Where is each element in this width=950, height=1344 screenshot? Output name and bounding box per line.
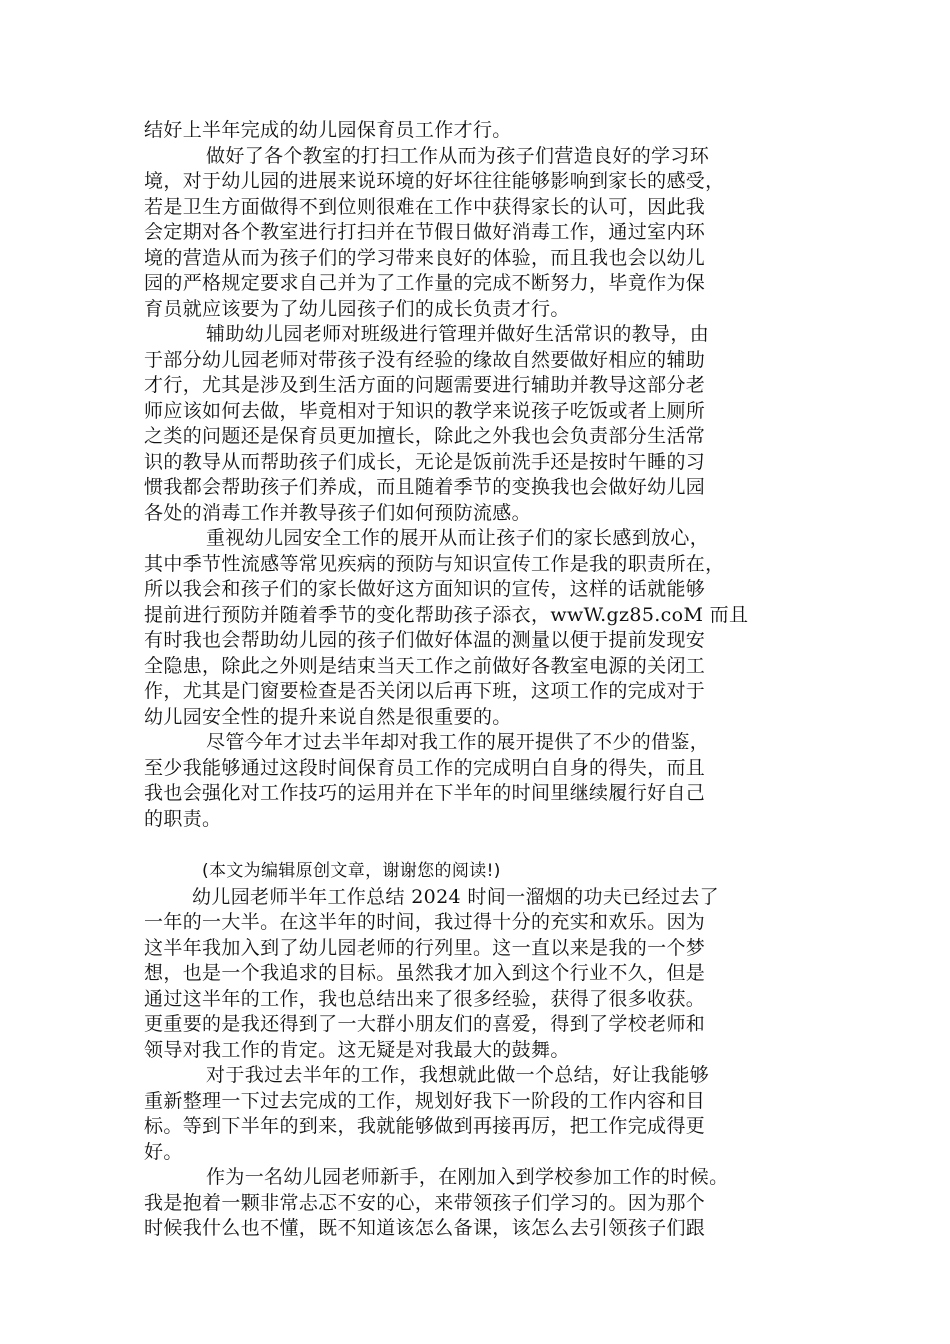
paragraph-start-line: 做好了各个教室的打扫工作从而为孩子们营造良好的学习环 xyxy=(206,144,710,167)
text-line: 各处的消毒工作并教导孩子们如何预防流感。 xyxy=(144,501,532,524)
paragraph-start-line: 作为一名幼儿园老师新手，在刚加入到学校参加工作的时候。 xyxy=(206,1166,729,1188)
text-line: 这半年我加入到了幼儿园老师的行列里。这一直以来是我的一个梦 xyxy=(144,936,706,959)
paragraph-gap xyxy=(144,832,834,859)
text-line: 好。 xyxy=(144,1140,183,1163)
text-line: 结好上半年完成的幼儿园保育员工作才行。 xyxy=(144,119,512,141)
text-line: 幼儿园安全性的提升来说自然是很重要的。 xyxy=(144,705,512,728)
text-line: 我是抱着一颗非常忐忑不安的心，来带领孩子们学习的。因为那个 xyxy=(144,1191,706,1214)
text-line: 想，也是一个我追求的目标。虽然我才加入到这个行业不久，但是 xyxy=(144,962,706,984)
document-page xyxy=(144,118,834,1242)
text-line: 其中季节性流感等常见疾病的预防与知识宣传工作是我的职责所在， xyxy=(144,552,725,575)
paragraph-start-line: 对于我过去半年的工作，我想就此做一个总结，好让我能够 xyxy=(206,1064,710,1086)
text-line: 会定期对各个教室进行打扫并在节假日做好消毒工作，通过室内环 xyxy=(144,221,706,243)
text-line: 时候我什么也不懂，既不知道该怎么备课，该怎么去引领孩子们跟 xyxy=(144,1217,706,1239)
text-line: 之类的问题还是保育员更加擅长，除此之外我也会负责部分生活常 xyxy=(144,425,706,447)
text-line: 所以我会和孩子们的家长做好这方面知识的宣传，这样的话就能够 xyxy=(144,578,706,600)
text-line: 识的教导从而帮助孩子们成长，无论是饭前洗手还是按时午睡的习 xyxy=(144,450,706,473)
text-line: 通过这半年的工作，我也总结出来了很多经验，获得了很多收获。 xyxy=(144,987,706,1010)
text-line: 若是卫生方面做得不到位则很难在工作中获得家长的认可，因此我 xyxy=(144,195,706,218)
text-line: 育员就应该要为了幼儿园孩子们的成长负责才行。 xyxy=(144,297,570,320)
text-line: 境，对于幼儿园的进展来说环境的好坏往往能够影响到家长的感受， xyxy=(144,170,725,192)
text-line: 重新整理一下过去完成的工作，规划好我下一阶段的工作内容和目 xyxy=(144,1089,706,1112)
editor-note: (本文为编辑原创文章，谢谢您的阅读!) xyxy=(202,861,501,881)
text-line: 园的严格规定要求自己并为了工作量的完成不断努力，毕竟作为保 xyxy=(144,272,706,294)
text-line: 作，尤其是门窗要检查是否关闭以后再下班，这项工作的完成对于 xyxy=(144,680,706,702)
text-line: 于部分幼儿园老师对带孩子没有经验的缘故自然要做好相应的辅助 xyxy=(144,348,706,371)
text-line: 境的营造从而为孩子们的学习带来良好的体验，而且我也会以幼儿 xyxy=(144,246,706,269)
text-line: 领导对我工作的肯定。这无疑是对我最大的鼓舞。 xyxy=(144,1038,570,1061)
text-line-with-url: 提前进行预防并随着季节的变化帮助孩子添衣，wwW.gz85.coM 而且 xyxy=(144,603,749,626)
text-line: 至少我能够通过这段时间保育员工作的完成明白自身的得失，而且 xyxy=(144,756,706,779)
text-line: 有时我也会帮助幼儿园的孩子们做好体温的测量以便于提前发现安 xyxy=(144,629,706,651)
text-line: 一年的一大半。在这半年的时间，我过得十分的充实和欢乐。因为 xyxy=(144,911,706,933)
text-line: 的职责。 xyxy=(144,807,222,830)
paragraph-start-line: 尽管今年才过去半年却对我工作的展开提供了不少的借鉴， xyxy=(206,731,710,753)
text-line: 师应该如何去做，毕竟相对于知识的教学来说孩子吃饭或者上厕所 xyxy=(144,399,706,422)
text-line: 我也会强化对工作技巧的运用并在下半年的时间里继续履行好自己 xyxy=(144,782,706,804)
article-title-line: 幼儿园老师半年工作总结 2024 时间一溜烟的功夫已经过去了 xyxy=(192,885,719,908)
text-line: 标。等到下半年的到来，我就能够做到再接再厉，把工作完成得更 xyxy=(144,1115,706,1137)
paragraph-start-line: 重视幼儿园安全工作的展开从而让孩子们的家长感到放心， xyxy=(206,527,710,549)
text-line: 惯我都会帮助孩子们养成，而且随着季节的变换我也会做好幼儿园 xyxy=(144,476,706,498)
paragraph-start-line: 辅助幼儿园老师对班级进行管理并做好生活常识的教导，由 xyxy=(206,323,710,345)
text-line: 才行，尤其是涉及到生活方面的问题需要进行辅助并教导这部分老 xyxy=(144,374,706,396)
text-line: 更重要的是我还得到了一大群小朋友们的喜爱，得到了学校老师和 xyxy=(144,1013,706,1035)
text-line: 全隐患，除此之外则是结束当天工作之前做好各教室电源的关闭工 xyxy=(144,654,706,677)
